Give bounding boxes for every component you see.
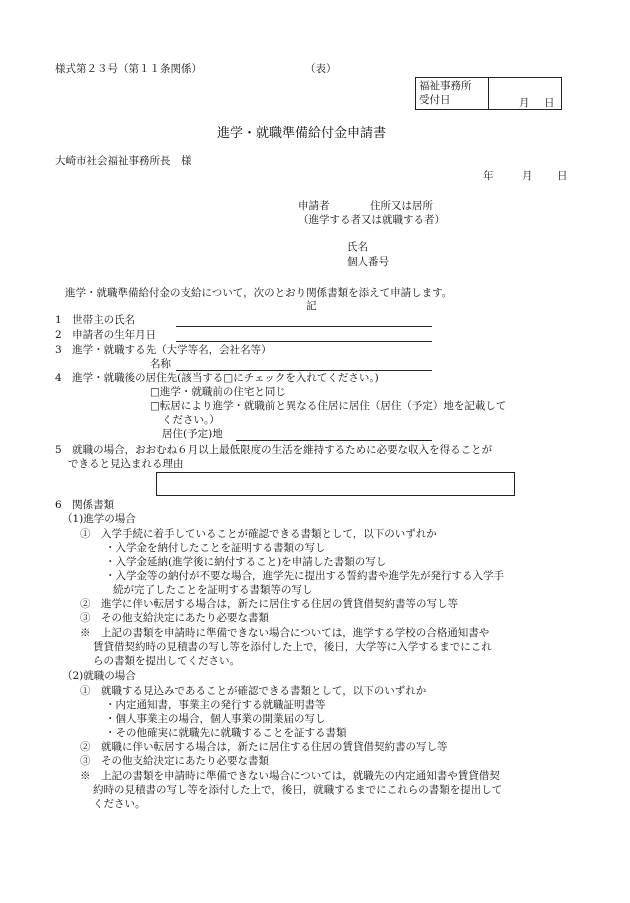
docs-school-1b: ・入学金延納(進学後に納付すること)を申請した書類の写し [105, 556, 387, 568]
reception-date-label: 受付日 [419, 94, 451, 106]
docs-school-1c-cont: 続が完了したことを証明する書類等の写し [113, 584, 313, 596]
item-4-place-label: 居住(予定)地 [162, 428, 223, 440]
docs-job-1b: ・個人事業主の場合，個人事業の開業届の写し [105, 713, 326, 725]
applicant-name-label: 氏名 [347, 241, 368, 253]
item-3-name-label: 名称 [150, 358, 171, 370]
docs-job-note-2: 約時の見積書の写し等を添付した上で，後日，就職するまでにこれらの書類を提出して [93, 784, 503, 796]
applicant-note: （進学する者又は就職する者） [298, 214, 445, 226]
item-4-place-field[interactable] [236, 440, 432, 441]
docs-job-1a: ・内定通知書，事業主の発行する就職証明書等 [105, 699, 326, 711]
item-2-label: 2 申請者の生年月日 [55, 329, 157, 341]
item-4-option-same[interactable]: □進学・就職前の住宅と同じ [150, 386, 286, 398]
item-3-name-field[interactable] [176, 370, 432, 371]
intro-text: 進学・就職準備給付金の支給について，次のとおり関係書類を添えて申請します。 [65, 287, 453, 299]
form-number: 様式第２３号（第１１条関係） [55, 63, 202, 75]
item-4-option-move[interactable]: □転居により進学・就職前と異なる住居に居住（居住（予定）地を記載して [150, 400, 507, 412]
docs-school-1c: ・入学金等の納付が不要な場合，進学先に提出する誓約書や進学先が発行する入学手 [105, 570, 504, 582]
item-5-label-cont: できると見込まれる理由 [68, 458, 184, 470]
docs-job-note: ※ 上記の書類を申請時に準備できない場合については，就職先の内定通知書や賃貸借契 [80, 770, 500, 782]
date-year-label: 年 [483, 170, 494, 182]
docs-heading: 6 関係書類 [55, 499, 115, 511]
docs-job-heading: （2)就職の場合 [62, 670, 136, 682]
docs-school-note-3: らの書類を提出してください。 [93, 655, 240, 667]
item-1-field[interactable] [176, 326, 432, 327]
office-reception-box [415, 77, 562, 110]
docs-job-2: ② 就職に伴い転居する場合は，新たに居住する住居の賃貸借契約書の写し等 [80, 741, 448, 753]
docs-school-note: ※ 上記の書類を申請時に準備できない場合については，進学する学校の合格通知書や [80, 627, 490, 639]
form-side-label: （表） [305, 63, 337, 75]
date-day-label: 日 [557, 170, 568, 182]
ki-heading: 記 [306, 300, 317, 312]
docs-job-1: ① 就職する見込みであることが確認できる書類として，以下のいずれか [80, 685, 427, 697]
item-5-reason-box[interactable] [156, 472, 515, 496]
docs-school-note-2: 賃貸借契約時の見積書の写し等を添付した上で，後日，大学等に入学するまでにこれ [93, 641, 492, 653]
docs-school-heading: （1)進学の場合 [62, 513, 136, 525]
docs-school-1: ① 入学手続に着手していることが確認できる書類として，以下のいずれか [80, 528, 437, 540]
office-label: 福祉事務所 [419, 80, 472, 92]
item-1-label: 1 世帯主の氏名 [55, 314, 136, 326]
docs-school-1a: ・入学金を納付したことを証明する書類の写し [105, 542, 326, 554]
docs-job-note-3: ください。 [93, 798, 146, 810]
applicant-id-label: 個人番号 [347, 256, 389, 268]
docs-school-2: ② 進学に伴い転居する場合は，新たに居住する住居の賃貸借契約書等の写し等 [80, 598, 458, 610]
docs-job-1c: ・その他確実に就職先に就職することを証する書類 [105, 727, 347, 739]
date-month-label: 月 [522, 170, 533, 182]
item-5-label: 5 就職の場合，おおむね６月以上最低限度の生活を維持するために必要な収入を得ることが [55, 444, 493, 456]
item-4-option-move-cont: ください。） [162, 414, 220, 426]
addressee: 大崎市社会福祉事務所長 様 [55, 155, 192, 167]
document-title: 進学・就職準備給付金申請書 [217, 126, 387, 141]
item-3-label: 3 進学・就職する先（大学等名，会社名等） [55, 344, 272, 356]
reception-day-label: 日 [544, 97, 555, 109]
reception-month-label: 月 [519, 97, 530, 109]
item-2-field[interactable] [176, 341, 432, 342]
item-4-label: 4 進学・就職後の居住先(該当する□にチェックを入れてください。) [55, 372, 379, 384]
applicant-address-label: 住所又は居所 [370, 200, 433, 212]
docs-school-3: ③ その他支給決定にあたり必要な書類 [80, 612, 269, 624]
docs-job-3: ③ その他支給決定にあたり必要な書類 [80, 755, 269, 767]
applicant-label: 申請者 [298, 200, 330, 212]
